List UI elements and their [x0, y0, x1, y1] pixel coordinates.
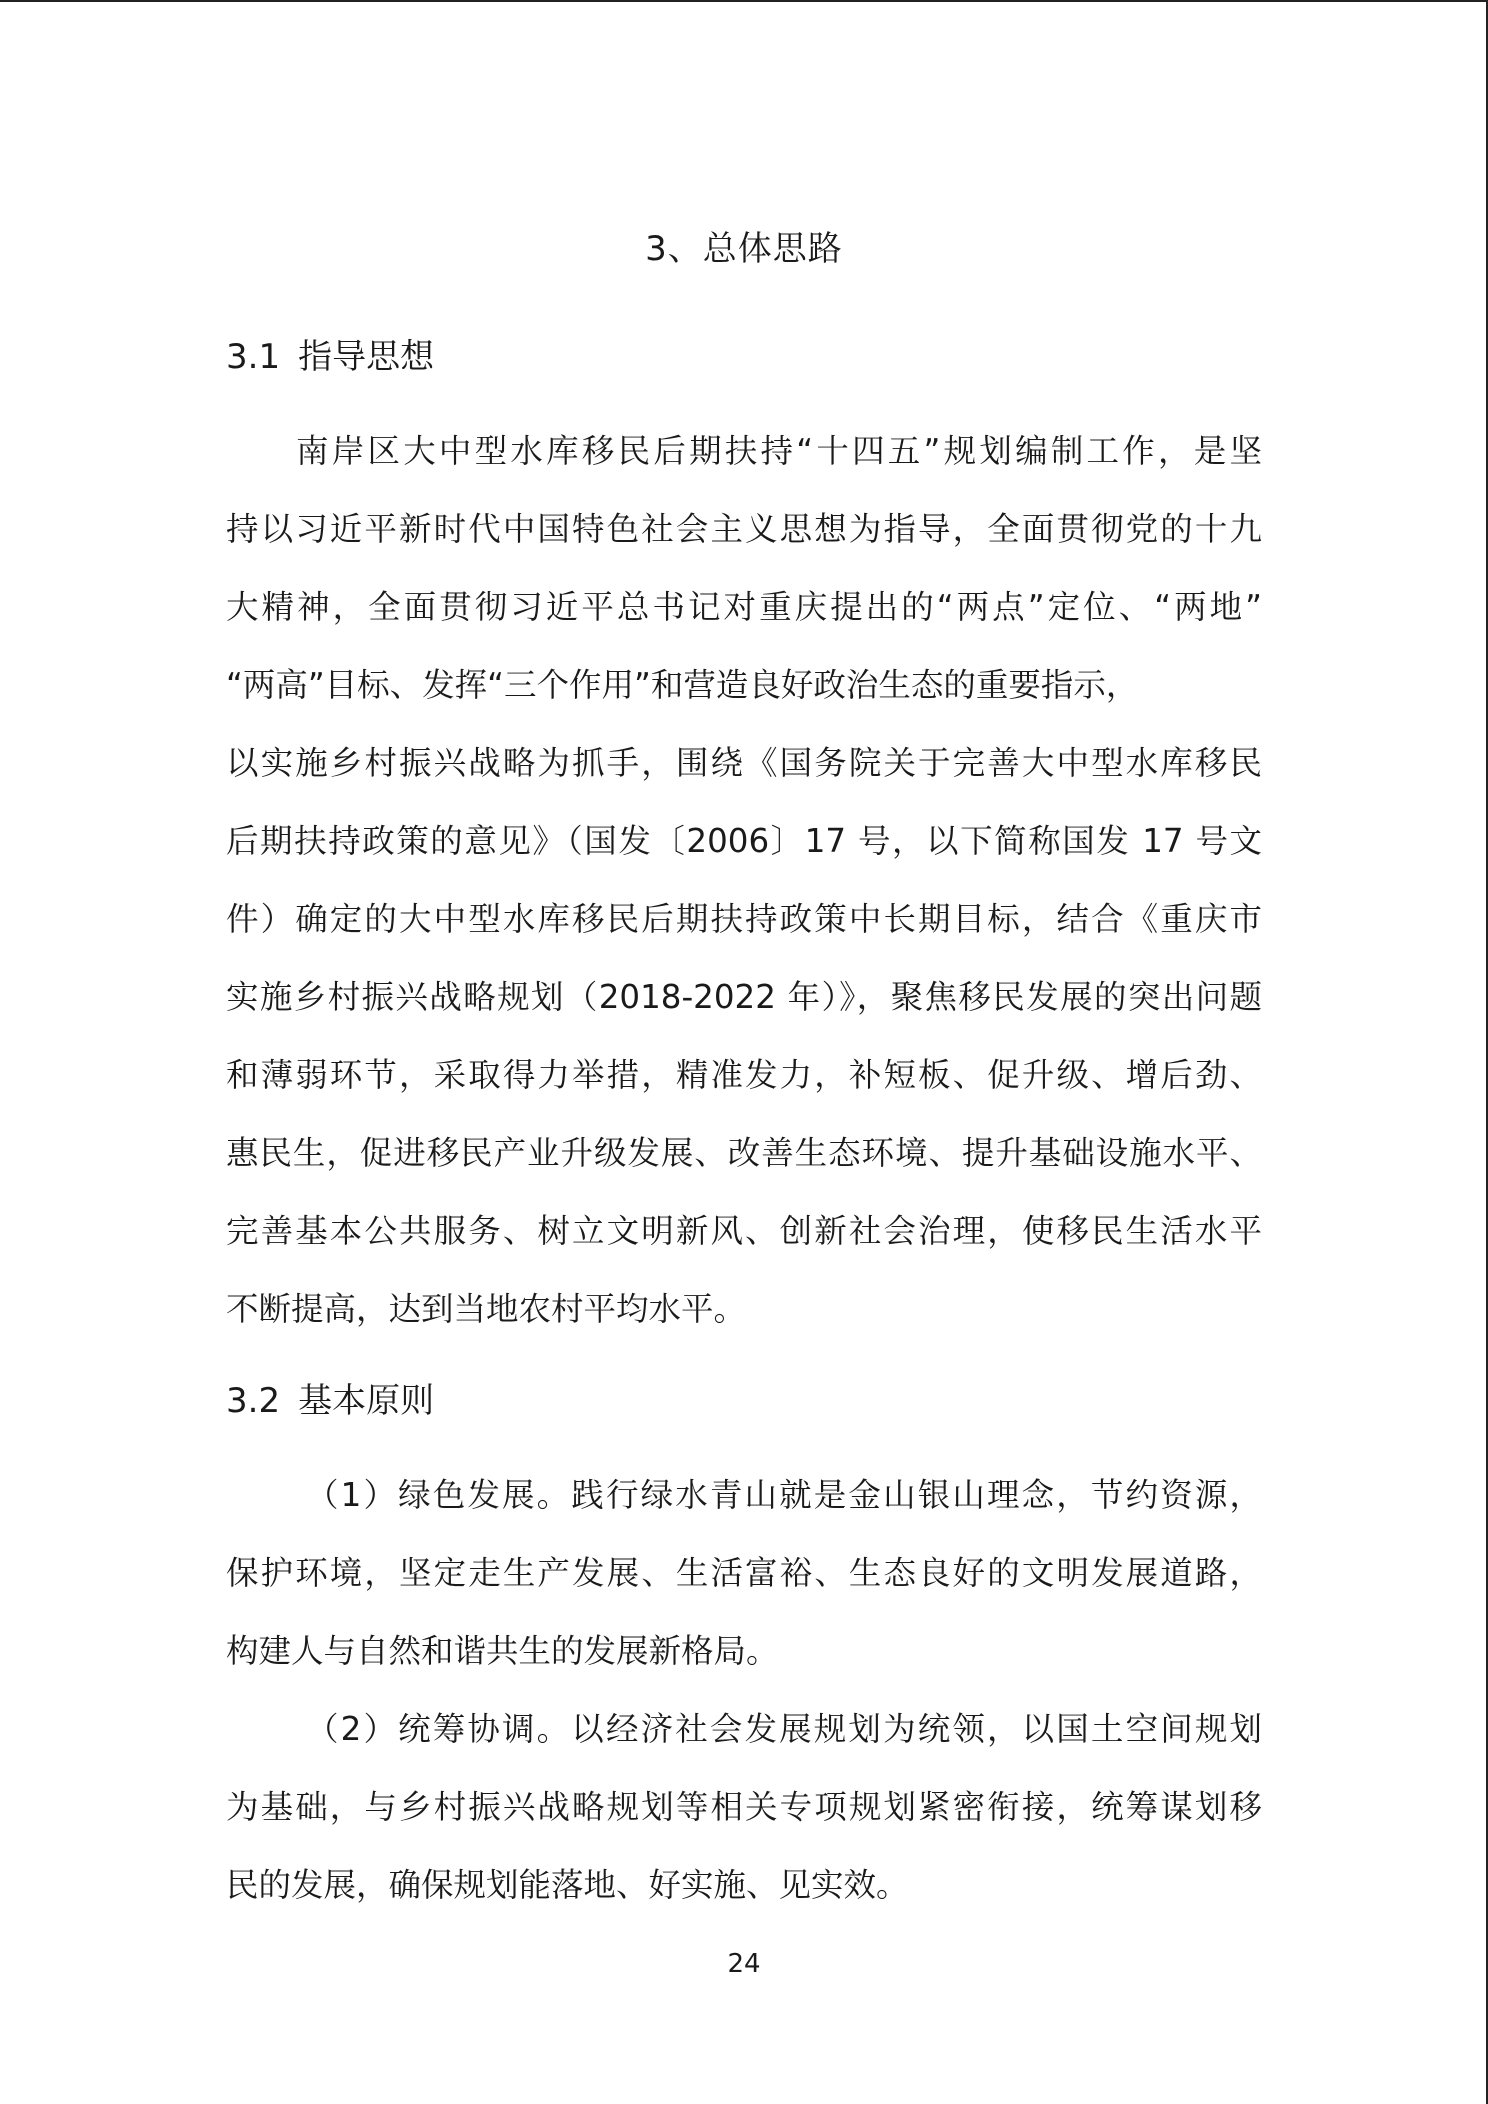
page-number: 24: [727, 1949, 761, 1979]
chapter-title: 3、总体思路: [645, 229, 843, 269]
paragraph-line: 民的发展，确保规划能落地、好实施、见实效。: [226, 1866, 909, 1904]
section-title: 指导思想: [298, 337, 435, 377]
section-title: 基本原则: [298, 1381, 435, 1421]
paragraph-line: （1）绿色发展。践行绿水青山就是金山银山理念，节约资源，: [306, 1476, 1262, 1514]
paragraph-line: 和薄弱环节，采取得力举措，精准发力，补短板、促升级、增后劲、: [226, 1056, 1262, 1094]
paragraph-line: 以实施乡村振兴战略为抓手，围绕《国务院关于完善大中型水库移民: [226, 744, 1262, 782]
section-heading-3-1: [226, 330, 434, 384]
paragraph-line: 大精神，全面贯彻习近平总书记对重庆提出的“两点”定位、“两地”: [226, 588, 1262, 626]
section-number: 3.1: [226, 337, 281, 377]
paragraph-line: 惠民生，促进移民产业升级发展、改善生态环境、提升基础设施水平、: [226, 1134, 1262, 1172]
paragraph-line: “两高”目标、发挥“三个作用”和营造良好政治生态的重要指示，: [226, 666, 1139, 704]
paragraph-line: 完善基本公共服务、树立文明新风、创新社会治理，使移民生活水平: [226, 1212, 1262, 1250]
paragraph-line: 实施乡村振兴战略规划（2018-2022 年）》，聚焦移民发展的突出问题: [226, 978, 1262, 1016]
paragraph-line: 后期扶持政策的意见》（国发〔2006〕17 号，以下简称国发 17 号文: [226, 822, 1262, 860]
section-heading-3-2: [226, 1374, 434, 1428]
paragraph-line: 不断提高，达到当地农村平均水平。: [226, 1290, 747, 1328]
paragraph-line: 件）确定的大中型水库移民后期扶持政策中长期目标，结合《重庆市: [226, 900, 1262, 938]
section-number: 3.2: [226, 1381, 281, 1421]
paragraph-line: 南岸区大中型水库移民后期扶持“十四五”规划编制工作，是坚: [296, 432, 1262, 470]
paragraph-line: 持以习近平新时代中国特色社会主义思想为指导，全面贯彻党的十九: [226, 510, 1262, 548]
paragraph-line: 为基础，与乡村振兴战略规划等相关专项规划紧密衔接，统筹谋划移: [226, 1788, 1262, 1826]
paragraph-line: 保护环境，坚定走生产发展、生活富裕、生态良好的文明发展道路，: [226, 1554, 1262, 1592]
paragraph-line: （2）统筹协调。以经济社会发展规划为统领，以国土空间规划: [306, 1710, 1262, 1748]
paragraph-line: 构建人与自然和谐共生的发展新格局。: [226, 1632, 779, 1670]
